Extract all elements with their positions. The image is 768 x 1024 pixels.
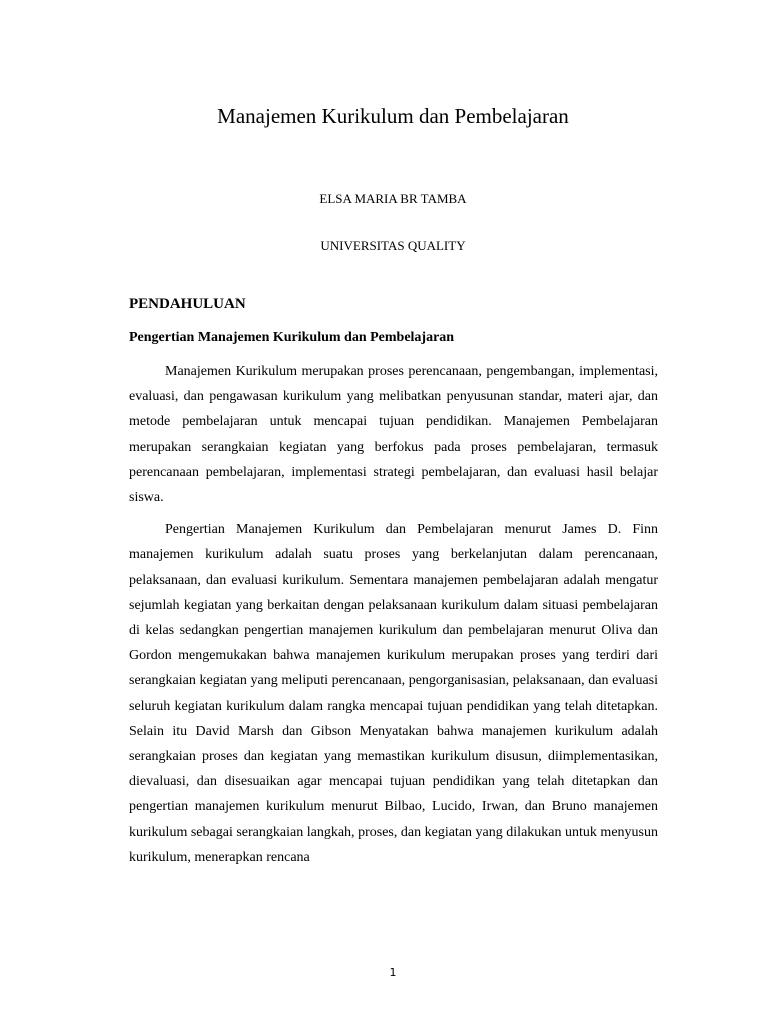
paragraph: Pengertian Manajemen Kurikulum dan Pembelajaran menurut James D. Finn manajemen kurikulum adalah suatu proses yang berkelanjutan dalam perencanaan, pelaksanaan, dan evaluasi kurikulum. Sementara manajemen pembelajaran adalah mengatur sejumlah kegiatan yang berkaitan dengan pelaksanaan kurikulum dalam situasi pembelajaran di kelas sedangkan pengertian manajemen kurikulum dan pembelajaran menurut Oliva dan Gordon mengemukakan bahwa manajemen kurikulum merupakan proses yang terdiri dari serangkaian kegiatan yang meliputi perencanaan, pengorganisasian, pelaksanaan, dan evaluasi seluruh kegiatan kurikulum dalam rangka mencapai tujuan pendidikan yang telah ditetapkan. Selain itu David Marsh dan Gibson Menyatakan bahwa manajemen kurikulum adalah serangkaian proses dan kegiatan yang memastikan kurikulum disusun, diimplementasikan, dievaluasi, dan disesuaikan agar mencapai tujuan pendidikan yang telah ditetapkan dan pengertian manajemen kurikulum menurut Bilbao, Lucido, Irwan, dan Bruno manajemen kurikulum sebagai serangkaian langkah, proses, dan kegiatan yang dilakukan untuk menyusun kurikulum, menerapkan rencana bbox=[129, 522, 658, 865]
body-text bbox=[129, 359, 658, 870]
paragraph: Manajemen Kurikulum merupakan proses perencanaan, pengembangan, implementasi, evaluasi, dan pengawasan kurikulum yang melibatkan penyusunan standar, materi ajar, dan metode pembelajaran untuk mencapai tujuan pendidikan. Manajemen Pembelajaran merupakan serangkaian kegiatan yang berfokus pada proses pembelajaran, termasuk perencanaan pembelajaran, implementasi strategi pembelajaran, dan evaluasi hasil belajar siswa. bbox=[129, 364, 658, 506]
author-name: ELSA MARIA BR TAMBA bbox=[319, 191, 467, 206]
document-title: Manajemen Kurikulum dan Pembelajaran bbox=[217, 104, 569, 128]
page-number: 1 bbox=[389, 966, 397, 979]
subsection-heading: Pengertian Manajemen Kurikulum dan Pembelajaran bbox=[129, 330, 455, 345]
section-heading: PENDAHULUAN bbox=[129, 296, 246, 312]
author-affiliation: UNIVERSITAS QUALITY bbox=[320, 238, 466, 253]
